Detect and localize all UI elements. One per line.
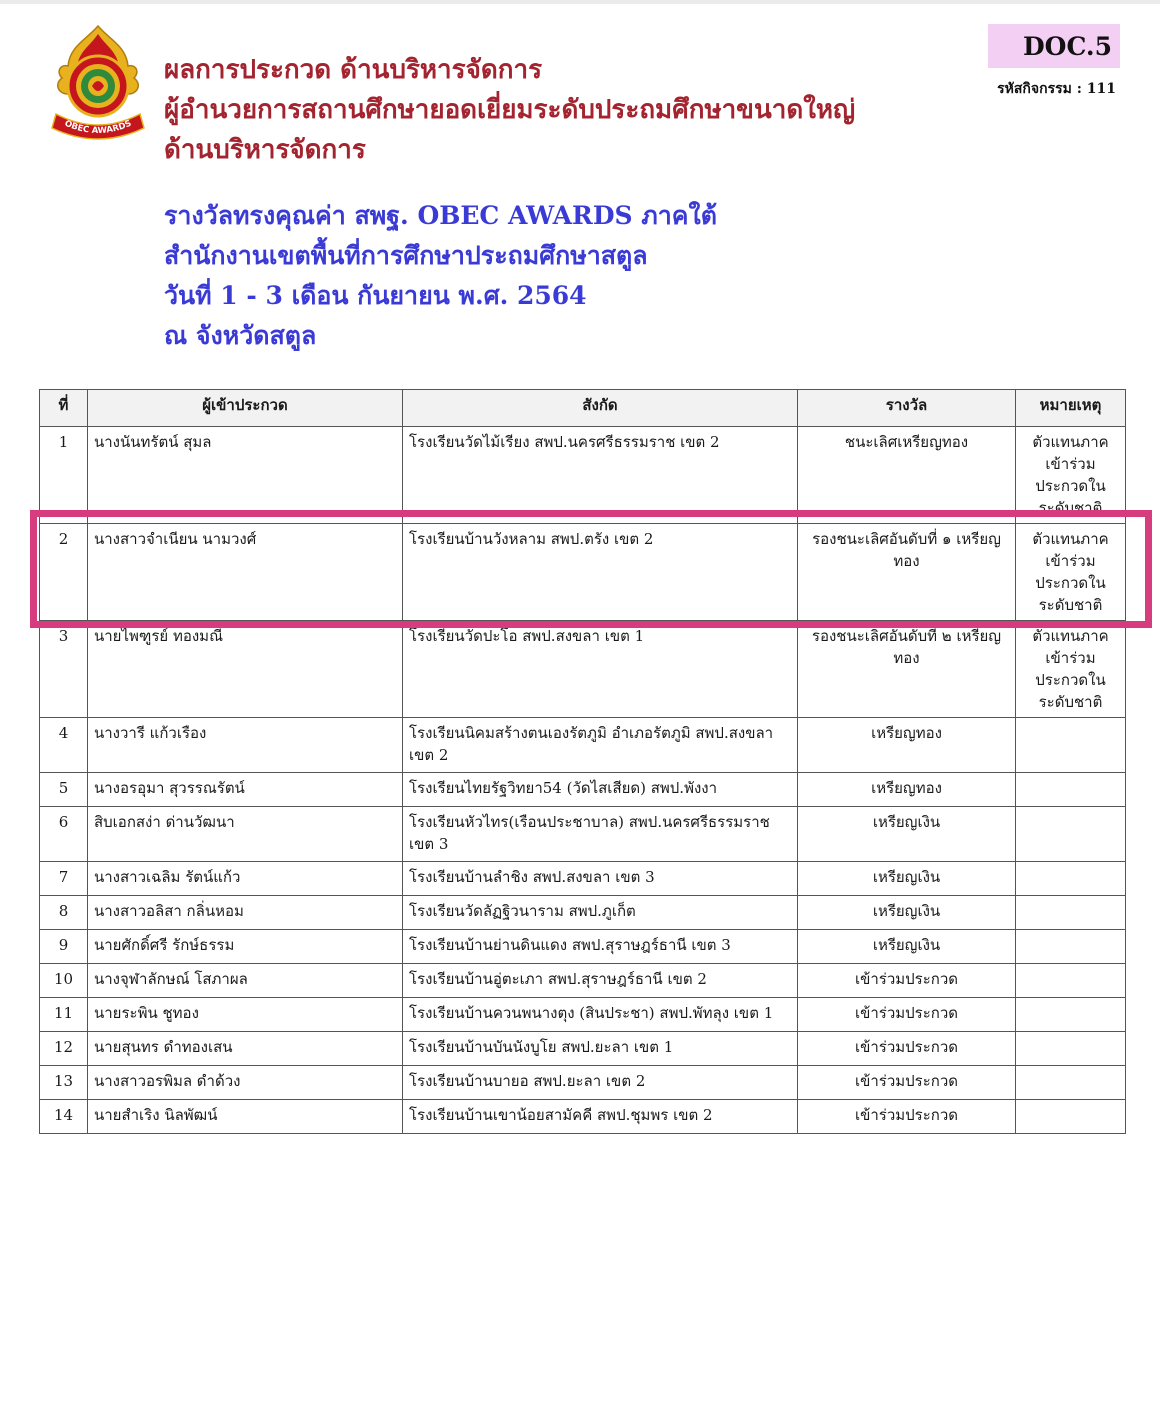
table-row: [40, 862, 1126, 896]
row-number: 8: [40, 896, 88, 930]
subtitle-line-4: ณ จังหวัดสตูล: [164, 321, 317, 350]
logo-ribbon-text: OBEC AWARDS: [62, 118, 134, 137]
obec-awards-logo: [46, 24, 150, 146]
award-result: เหรียญเงิน: [798, 862, 1016, 896]
award-result: เข้าร่วมประกวด: [798, 1032, 1016, 1066]
document-subtitle: [164, 196, 717, 356]
table-row: [40, 930, 1126, 964]
note: ตัวแทนภาคเข้าร่วมประกวดในระดับชาติ: [1016, 427, 1126, 524]
contestant-name: นางวารี แก้วเรือง: [88, 718, 403, 773]
obec-logo-icon: [46, 24, 150, 146]
table-row: [40, 1100, 1126, 1134]
award-result: รองชนะเลิศอันดับที่ ๒ เหรียญทอง: [798, 621, 1016, 718]
school-affiliation: โรงเรียนวัดลัฏฐิวนาราม สพป.ภูเก็ต: [403, 896, 798, 930]
school-affiliation: โรงเรียนหัวไทร(เรือนประชาบาล) สพป.นครศรีธรรมราช เขต 3: [403, 807, 798, 862]
row-number: 9: [40, 930, 88, 964]
table-row-highlighted: [40, 524, 1126, 621]
title-line-3: ด้านบริหารจัดการ: [164, 135, 366, 165]
award-result: เข้าร่วมประกวด: [798, 1066, 1016, 1100]
row-number: 7: [40, 862, 88, 896]
row-number: 5: [40, 773, 88, 807]
contestant-name: นางสาวอรพิมล ดำด้วง: [88, 1066, 403, 1100]
row-number: 1: [40, 427, 88, 524]
contestant-name: นางอรอุมา สุวรรณรัตน์: [88, 773, 403, 807]
contestant-name: นายระพิน ชูทอง: [88, 998, 403, 1032]
title-line-2: ผู้อำนวยการสถานศึกษายอดเยี่ยมระดับประถมศึกษาขนาดใหญ่: [164, 95, 856, 125]
header-contestant: ผู้เข้าประกวด: [88, 390, 403, 427]
school-affiliation: โรงเรียนบ้านลำชิง สพป.สงขลา เขต 3: [403, 862, 798, 896]
school-affiliation: โรงเรียนไทยรัฐวิทยา54 (วัดไสเสียด) สพป.พังงา: [403, 773, 798, 807]
row-number: 11: [40, 998, 88, 1032]
award-result: เข้าร่วมประกวด: [798, 964, 1016, 998]
results-table: [39, 389, 1126, 1134]
note: [1016, 862, 1126, 896]
document-title: [164, 50, 855, 170]
school-affiliation: โรงเรียนบ้านย่านดินแดง สพป.สุราษฎร์ธานี เขต 3: [403, 930, 798, 964]
row-number: 10: [40, 964, 88, 998]
subtitle-line-3: วันที่ 1 - 3 เดือน กันยายน พ.ศ. 2564: [164, 281, 587, 310]
school-affiliation: โรงเรียนบ้านบันนังบูโย สพป.ยะลา เขต 1: [403, 1032, 798, 1066]
note: [1016, 1100, 1126, 1134]
header-no: ที่: [40, 390, 88, 427]
award-result: เหรียญทอง: [798, 718, 1016, 773]
top-edge-strip: [0, 0, 1160, 4]
contestant-name: นายศักดิ์ศรี รักษ์ธรรม: [88, 930, 403, 964]
row-number: 13: [40, 1066, 88, 1100]
note: [1016, 1032, 1126, 1066]
school-affiliation: โรงเรียนนิคมสร้างตนเองรัตภูมิ อำเภอรัตภูมิ สพป.สงขลา เขต 2: [403, 718, 798, 773]
note: ตัวแทนภาคเข้าร่วมประกวดในระดับชาติ: [1016, 621, 1126, 718]
award-result: เหรียญเงิน: [798, 896, 1016, 930]
note: [1016, 1066, 1126, 1100]
doc-label-badge: DOC.5: [988, 24, 1120, 68]
activity-code: รหัสกิจกรรม : 111: [997, 81, 1116, 97]
school-affiliation: โรงเรียนบ้านเขาน้อยสามัคคี สพป.ชุมพร เขต 2: [403, 1100, 798, 1134]
note: [1016, 930, 1126, 964]
award-result: เข้าร่วมประกวด: [798, 998, 1016, 1032]
award-result: ชนะเลิศเหรียญทอง: [798, 427, 1016, 524]
title-line-1: ผลการประกวด ด้านบริหารจัดการ: [164, 55, 543, 85]
subtitle-line-2: สำนักงานเขตพื้นที่การศึกษาประถมศึกษาสตูล: [164, 241, 648, 270]
table-row: [40, 896, 1126, 930]
school-affiliation: โรงเรียนบ้านควนพนางตุง (สินประชา) สพป.พัทลุง เขต 1: [403, 998, 798, 1032]
contestant-name: นายสุนทร ดำทองเสน: [88, 1032, 403, 1066]
award-result: เหรียญเงิน: [798, 930, 1016, 964]
contestant-name: นางนันทรัตน์ สุมล: [88, 427, 403, 524]
contestant-name: นางจุฬาลักษณ์ โสภาผล: [88, 964, 403, 998]
award-result: เหรียญทอง: [798, 773, 1016, 807]
table-row: [40, 807, 1126, 862]
contestant-name: นายไพฑูรย์ ทองมณี: [88, 621, 403, 718]
row-number: 3: [40, 621, 88, 718]
row-number: 4: [40, 718, 88, 773]
row-number: 2: [40, 524, 88, 621]
header-affiliation: สังกัด: [403, 390, 798, 427]
award-result: เข้าร่วมประกวด: [798, 1100, 1016, 1134]
contestant-name: สิบเอกสง่า ด่านวัฒนา: [88, 807, 403, 862]
award-result: รองชนะเลิศอันดับที่ ๑ เหรียญทอง: [798, 524, 1016, 621]
note: [1016, 964, 1126, 998]
school-affiliation: โรงเรียนวัดไม้เรียง สพป.นครศรีธรรมราช เขต 2: [403, 427, 798, 524]
school-affiliation: โรงเรียนบ้านอู่ตะเภา สพป.สุราษฎร์ธานี เขต 2: [403, 964, 798, 998]
contestant-name: นายสำเริง นิลพัฒน์: [88, 1100, 403, 1134]
table-row: [40, 1066, 1126, 1100]
school-affiliation: โรงเรียนบ้านบายอ สพป.ยะลา เขต 2: [403, 1066, 798, 1100]
contestant-name: นางสาวอลิสา กลิ่นหอม: [88, 896, 403, 930]
table-row: [40, 998, 1126, 1032]
table-row: [40, 427, 1126, 524]
contestant-name: นางสาวจำเนียน นามวงศ์: [88, 524, 403, 621]
note: ตัวแทนภาคเข้าร่วมประกวดในระดับชาติ: [1016, 524, 1126, 621]
table-row: [40, 621, 1126, 718]
note: [1016, 807, 1126, 862]
award-result: เหรียญเงิน: [798, 807, 1016, 862]
school-affiliation: โรงเรียนวัดปะโอ สพป.สงขลา เขต 1: [403, 621, 798, 718]
table-header-row: [40, 390, 1126, 427]
header-award: รางวัล: [798, 390, 1016, 427]
note: [1016, 896, 1126, 930]
note: [1016, 998, 1126, 1032]
table-row: [40, 964, 1126, 998]
table-row: [40, 1032, 1126, 1066]
row-number: 12: [40, 1032, 88, 1066]
contestant-name: นางสาวเฉลิม รัตน์แก้ว: [88, 862, 403, 896]
row-number: 6: [40, 807, 88, 862]
note: [1016, 718, 1126, 773]
note: [1016, 773, 1126, 807]
header-note: หมายเหตุ: [1016, 390, 1126, 427]
school-affiliation: โรงเรียนบ้านวังหลาม สพป.ตรัง เขต 2: [403, 524, 798, 621]
table-row: [40, 718, 1126, 773]
row-number: 14: [40, 1100, 88, 1134]
table-row: [40, 773, 1126, 807]
subtitle-line-1: รางวัลทรงคุณค่า สพฐ. OBEC AWARDS ภาคใต้: [164, 201, 717, 230]
